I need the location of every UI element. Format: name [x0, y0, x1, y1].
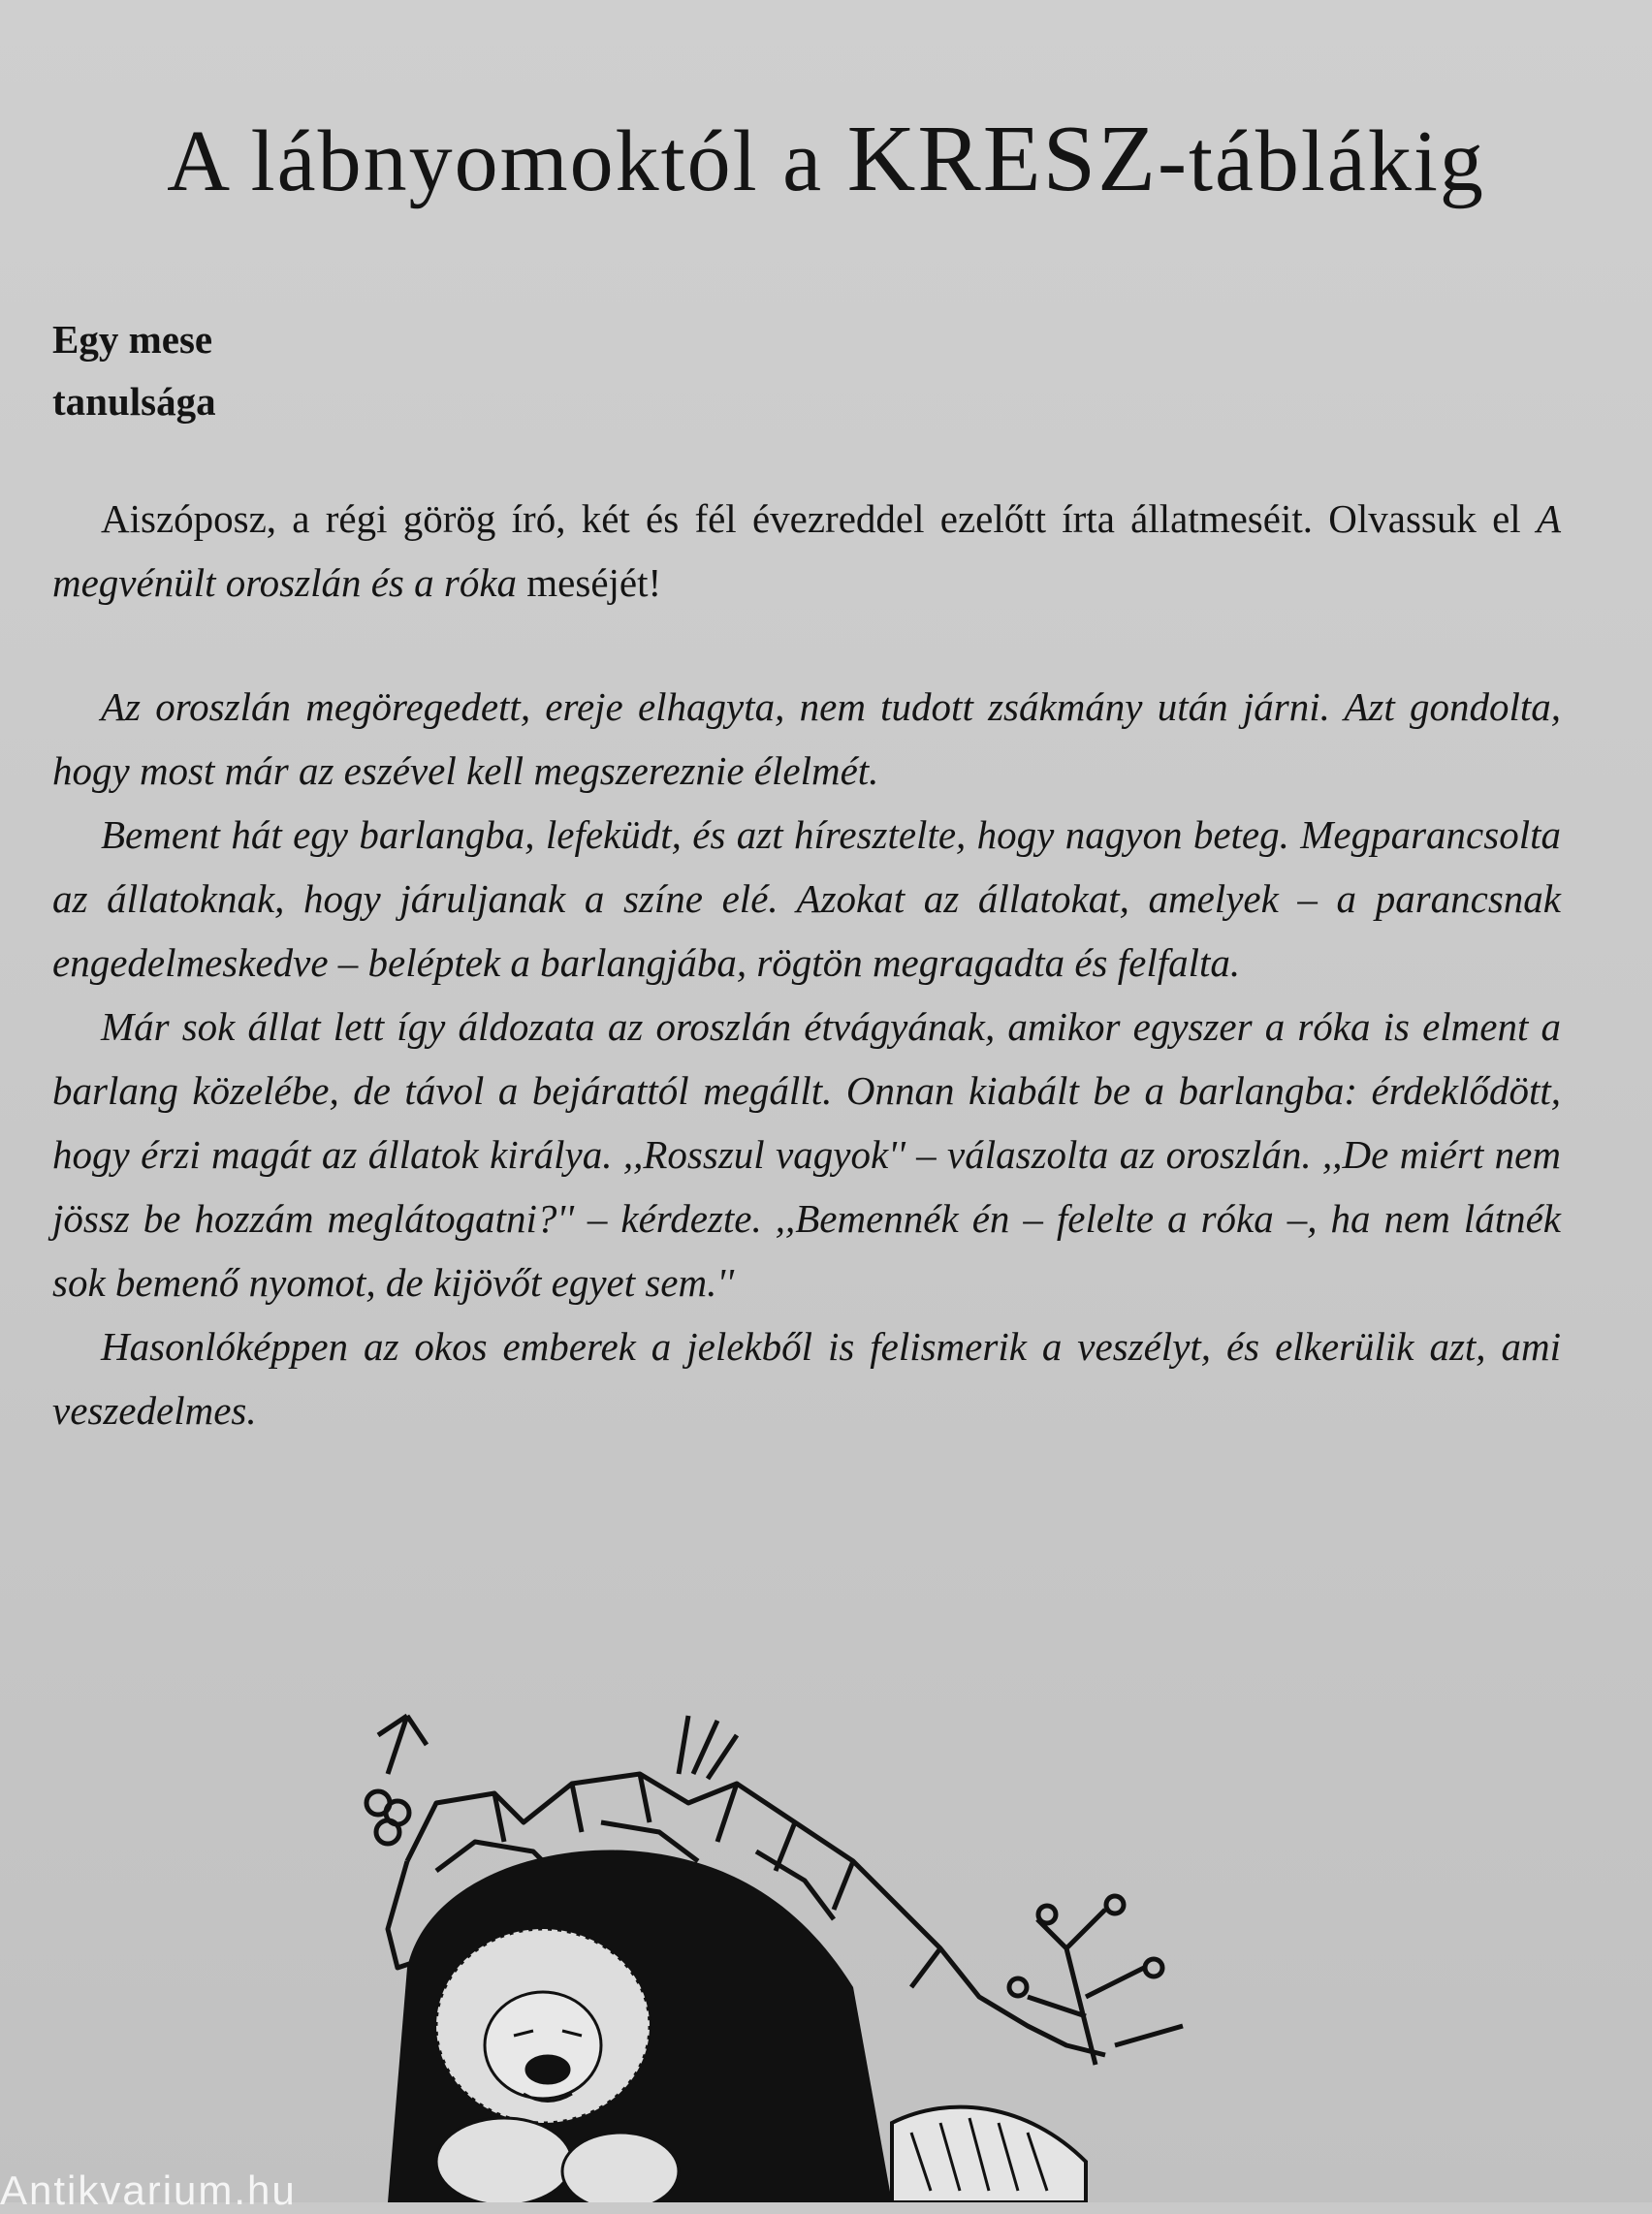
intro-paragraph: [52, 487, 1561, 615]
fable-text: [52, 675, 1561, 1442]
lion-in-cave-illustration: [349, 1677, 1280, 2202]
title-part-caps: KRESZ: [846, 107, 1158, 211]
section-heading-line-2: tanulsága: [52, 379, 216, 424]
fable-paragraph-2: Bement hát egy barlangba, lefeküdt, és azt híresztelte, hogy nagyon beteg. Megparancsolta az állatoknak, hogy járuljanak a színe elé. Azokat az állatokat, amelyek – a parancsnak engedelmeskedve – beléptek a barlangjába, rögtön megragadta és felfalta.: [52, 812, 1561, 985]
title-part-2: -táblákig: [1157, 113, 1485, 209]
section-heading: [52, 308, 216, 432]
section-heading-line-1: Egy mese: [52, 317, 213, 362]
fable-paragraph-4: Hasonlóképpen az okos emberek a jelekből is felismerik a veszélyt, és elkerülik azt, ami veszedelmes.: [52, 1324, 1561, 1433]
watermark: Antikvarium.hu: [0, 2167, 297, 2213]
page-title: [0, 105, 1652, 213]
intro-text: Aiszóposz, a régi görög író, két és fél évezreddel ezelőtt írta állatmeséit. Olvassuk el: [101, 496, 1537, 541]
fable-paragraph-3: Már sok állat lett így áldozata az oroszlán étvágyának, amikor egyszer a róka is elment a barlang közelébe, de távol a bejárattól megállt. Onnan kiabált be a barlangba: érdeklődött, hogy érzi magát az állatok királya. ,,Rosszul vagyok'' – válaszolta az oroszlán. ,,De miért nem jössz be hozzám meglátogatni?'' – kérdezte. ,,Bemennék én – felelte a róka –, ha nem látnék sok bemenő nyomot, de kijövőt egyet sem.'': [52, 1004, 1561, 1305]
intro-text-end: meséjét!: [517, 560, 662, 605]
title-part-1: A lábnyomoktól a: [167, 113, 847, 209]
fable-title: A megvénült oroszlán és a róka: [52, 496, 1561, 605]
fable-paragraph-1: Az oroszlán megöregedett, ereje elhagyta, nem tudott zsákmány után járni. Azt gondolta, hogy most már az eszével kell megszereznie élelmét.: [52, 684, 1561, 793]
